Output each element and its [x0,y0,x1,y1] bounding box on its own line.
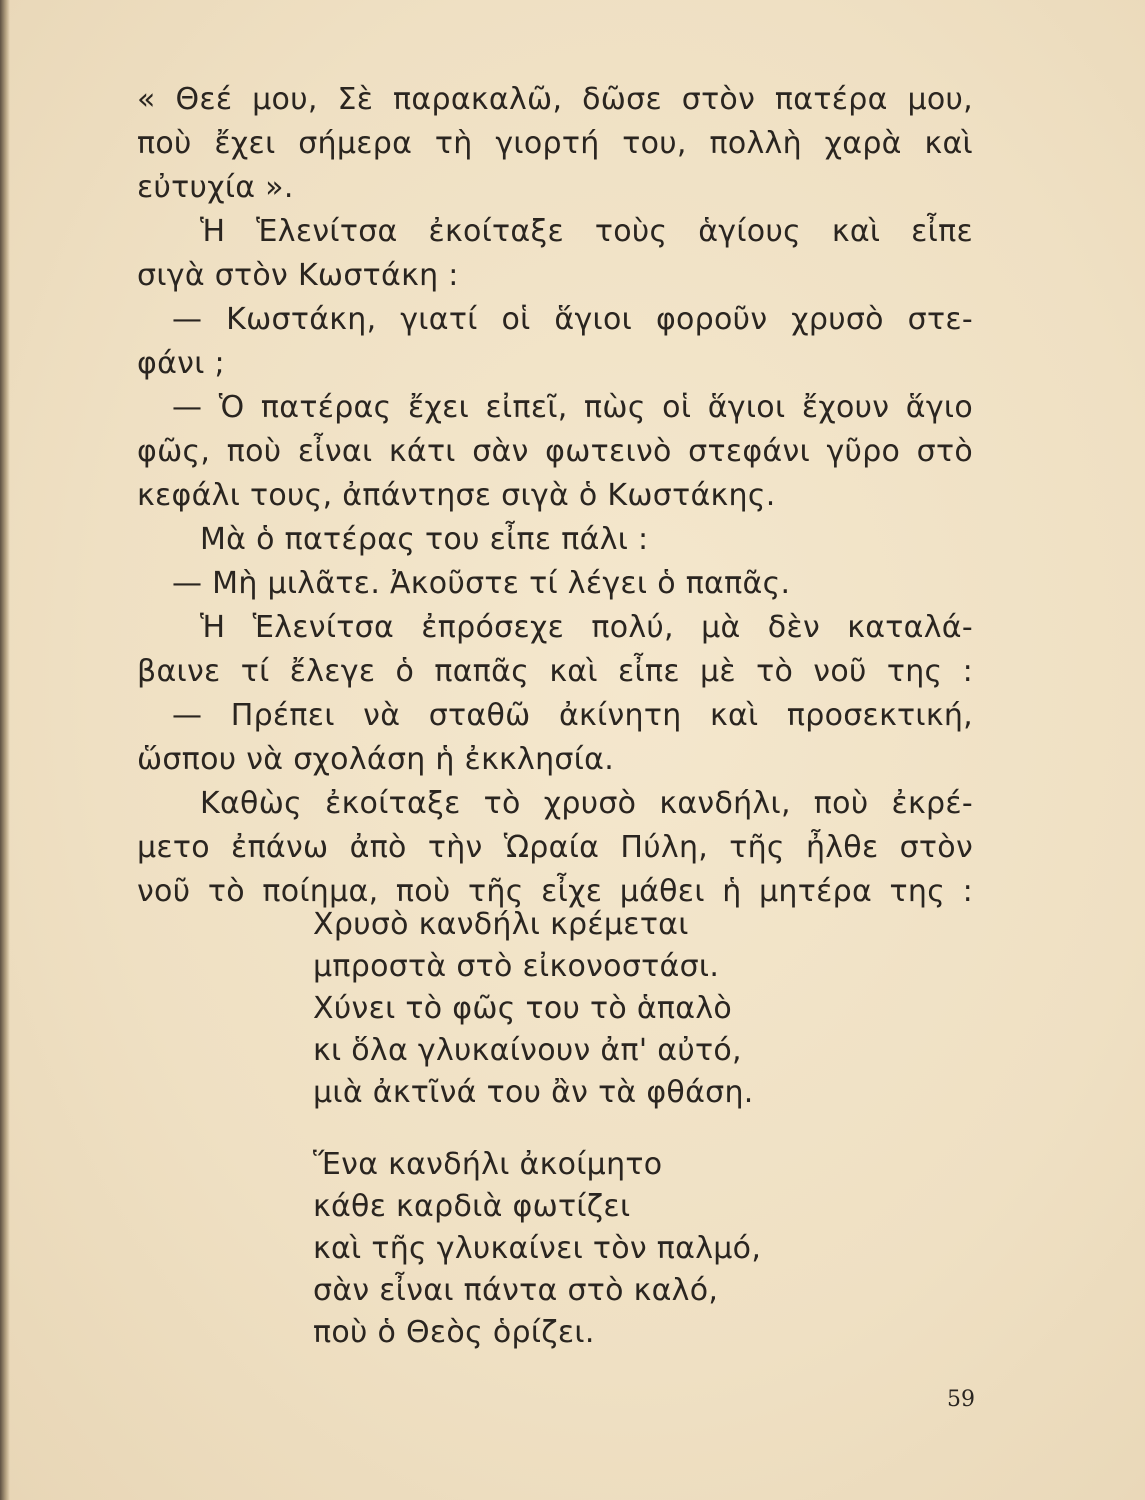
poem-line: ποὺ ὁ Θεὸς ὁρίζει. [313,1315,595,1350]
poem-line: μιὰ ἀκτῖνά του ἂν τὰ φθάση. [313,1075,754,1110]
poem-line: Χρυσὸ κανδήλι κρέμεται [313,907,689,942]
prose-block [137,78,973,914]
prose-line: φάνι ; [137,346,225,381]
poem-line: Ἕνα κανδήλι ἀκοίμητο [313,1147,663,1182]
poem-line: κι ὅλα γλυκαίνουν ἀπ' αὐτό, [313,1033,742,1068]
page-binding-edge [0,0,10,1500]
prose-line: μετο ἐπάνω ἀπὸ τὴν Ὡραία Πύλη, τῆς ἦλθε στὸν [137,830,973,865]
prose-line: φῶς, ποὺ εἶναι κάτι σὰν φωτεινὸ στεφάνι γῦρο στὸ [137,434,973,469]
poem-line: μπροστὰ στὸ εἰκονοστάσι. [313,949,720,984]
prose-line: — Πρέπει νὰ σταθῶ ἀκίνητη καὶ προσεκτική, [172,698,973,733]
prose-line: — Κωστάκη, γιατί οἱ ἅγιοι φοροῦν χρυσὸ στε- [172,302,973,337]
prose-line: Ἡ Ἑλενίτσα ἐκοίταξε τοὺς ἁγίους καὶ εἶπε [200,214,973,249]
prose-line: — Μὴ μιλᾶτε. Ἀκοῦστε τί λέγει ὁ παπᾶς. [172,566,791,601]
poem [313,904,833,1384]
prose-line: — Ὁ πατέρας ἔχει εἰπεῖ, πὼς οἱ ἅγιοι ἔχουν ἅγιο [172,390,973,425]
poem-line: καὶ τῆς γλυκαίνει τὸν παλμό, [313,1231,762,1266]
prose-line: Καθὼς ἐκοίταξε τὸ χρυσὸ κανδήλι, ποὺ ἐκρέ- [200,786,973,821]
prose-line: βαινε τί ἔλεγε ὁ παπᾶς καὶ εἶπε μὲ τὸ νοῦ της : [137,654,973,689]
prose-line: Ἡ Ἑλενίτσα ἐπρόσεχε πολύ, μὰ δὲν καταλά- [200,610,973,645]
poem-stanza [313,904,833,1114]
prose-line: κεφάλι τους, ἀπάντησε σιγὰ ὁ Κωστάκης. [137,478,776,513]
poem-stanza [313,1144,833,1354]
prose-line: νοῦ τὸ ποίημα, ποὺ τῆς εἶχε μάθει ἡ μητέρα της : [137,874,973,909]
prose-line: Μὰ ὁ πατέρας του εἶπε πάλι : [200,522,649,557]
poem-line: Χύνει τὸ φῶς του τὸ ἁπαλὸ [313,991,733,1026]
prose-line: « Θεέ μου, Σὲ παρακαλῶ, δῶσε στὸν πατέρα μου, [137,82,973,117]
poem-line: σὰν εἶναι πάντα στὸ καλό, [313,1273,719,1308]
prose-line: ὥσπου νὰ σχολάση ἡ ἐκκλησία. [137,742,615,777]
prose-line: ποὺ ἔχει σήμερα τὴ γιορτή του, πολλὴ χαρὰ καὶ [137,126,973,161]
page-number: 59 [947,1387,975,1412]
prose-line: εὐτυχία ». [137,170,294,205]
prose-line: σιγὰ στὸν Κωστάκη : [137,258,459,293]
poem-line: κάθε καρδιὰ φωτίζει [313,1189,631,1224]
